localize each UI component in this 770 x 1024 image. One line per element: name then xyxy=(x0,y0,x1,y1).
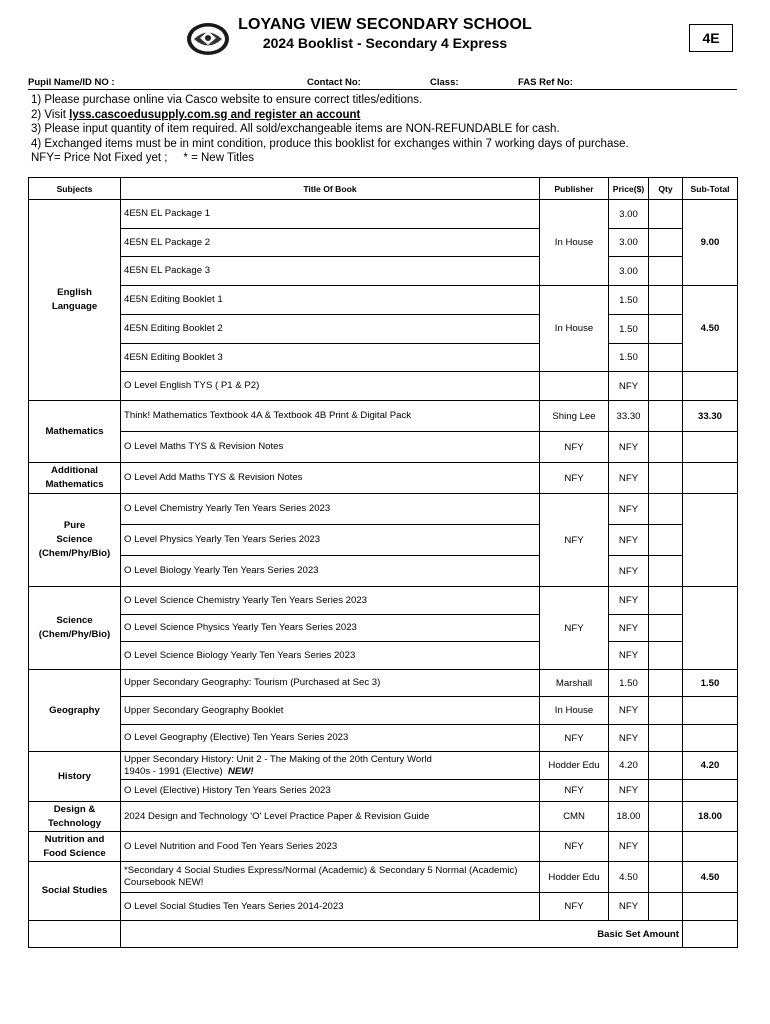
table-row xyxy=(29,832,738,862)
publisher-cell: NFY xyxy=(540,587,609,670)
table-header-row xyxy=(29,178,738,200)
book-title: 4E5N Editing Booklet 3 xyxy=(121,344,540,372)
qty-input[interactable] xyxy=(649,615,683,642)
qty-input[interactable] xyxy=(649,344,683,372)
table-row xyxy=(29,200,738,229)
price-cell: NFY xyxy=(609,432,649,463)
class-code-badge: 4E xyxy=(689,24,733,52)
table-row xyxy=(29,315,738,344)
qty-input[interactable] xyxy=(649,780,683,802)
table-row xyxy=(29,587,738,615)
qty-input[interactable] xyxy=(649,587,683,615)
instruction-3: 3) Please input quantity of item required. All sold/exchangeable items are NON-REFUNDABLE for cash. xyxy=(31,123,560,136)
publisher-cell: In House xyxy=(540,200,609,286)
subtotal-cell: 33.30 xyxy=(683,401,738,432)
subtotal-cell: 1.50 xyxy=(683,670,738,697)
qty-input[interactable] xyxy=(649,463,683,494)
book-title-text: 1940s - 1991 (Elective) xyxy=(124,765,223,777)
table-row xyxy=(29,432,738,463)
publisher-cell: Hodder Edu xyxy=(540,862,609,893)
table-row xyxy=(29,615,738,642)
table-row xyxy=(29,752,738,780)
table-row xyxy=(29,556,738,587)
publisher-cell: NFY xyxy=(540,832,609,862)
publisher-cell: CMN xyxy=(540,802,609,832)
book-title: O Level Science Biology Yearly Ten Years Series 2023 xyxy=(121,642,540,670)
table-row xyxy=(29,725,738,752)
book-title: O Level Geography (Elective) Ten Years Series 2023 xyxy=(121,725,540,752)
instructions xyxy=(31,93,751,166)
publisher-cell xyxy=(540,372,609,401)
book-title: O Level Biology Yearly Ten Years Series 2023 xyxy=(121,556,540,587)
publisher-cell: Marshall xyxy=(540,670,609,697)
price-cell: NFY xyxy=(609,697,649,725)
price-cell: 4.20 xyxy=(609,752,649,780)
price-cell: NFY xyxy=(609,725,649,752)
book-title: O Level English TYS ( P1 & P2) xyxy=(121,372,540,401)
qty-input[interactable] xyxy=(649,642,683,670)
table-row xyxy=(29,893,738,921)
school-name: LOYANG VIEW SECONDARY SCHOOL xyxy=(238,16,532,33)
price-cell: NFY xyxy=(609,372,649,401)
book-title: 4E5N EL Package 2 xyxy=(121,229,540,257)
subject-label: Pure Science (Chem/Phy/Bio) xyxy=(38,520,111,559)
publisher-cell: Shing Lee xyxy=(540,401,609,432)
qty-input[interactable] xyxy=(649,525,683,556)
qty-input[interactable] xyxy=(649,670,683,697)
publisher-cell: NFY xyxy=(540,893,609,921)
basic-set-label: Basic Set Amount xyxy=(121,921,683,948)
table-row xyxy=(29,286,738,315)
page-header xyxy=(0,0,770,76)
basic-set-row xyxy=(29,921,738,948)
table-row xyxy=(29,862,738,893)
qty-input[interactable] xyxy=(649,862,683,893)
book-title: 4E5N EL Package 3 xyxy=(121,257,540,286)
publisher-cell: In House xyxy=(540,286,609,372)
instruction-legend: NFY= Price Not Fixed yet ; * = New Titles xyxy=(31,152,255,165)
price-cell: NFY xyxy=(609,587,649,615)
book-title: O Level Physics Yearly Ten Years Series 2023 xyxy=(121,525,540,556)
book-title: 4E5N Editing Booklet 1 xyxy=(121,286,540,315)
publisher-cell: Hodder Edu xyxy=(540,752,609,780)
qty-input[interactable] xyxy=(649,725,683,752)
table-row xyxy=(29,525,738,556)
price-cell: 33.30 xyxy=(609,401,649,432)
qty-input[interactable] xyxy=(649,832,683,862)
casco-link[interactable]: lyss.cascoedusupply.com.sg and register an account xyxy=(69,108,361,121)
book-title: O Level (Elective) History Ten Years Series 2023 xyxy=(121,780,540,802)
table-row xyxy=(29,372,738,401)
book-title: Think! Mathematics Textbook 4A & Textbook 4B Print & Digital Pack xyxy=(121,401,540,432)
subtotal-cell xyxy=(683,432,738,463)
price-cell: 18.00 xyxy=(609,802,649,832)
book-title: O Level Science Physics Yearly Ten Years Series 2023 xyxy=(121,615,540,642)
book-title: O Level Science Chemistry Yearly Ten Years Series 2023 xyxy=(121,587,540,615)
subject-science xyxy=(29,587,121,670)
book-title: O Level Social Studies Ten Years Series 2014-2023 xyxy=(121,893,540,921)
price-cell: NFY xyxy=(609,494,649,525)
empty-subject-cell xyxy=(29,921,121,948)
subtotal-cell xyxy=(683,780,738,802)
qty-input[interactable] xyxy=(649,401,683,432)
price-cell: 1.50 xyxy=(609,286,649,315)
subject-label: English Language xyxy=(51,287,98,312)
col-publisher: Publisher xyxy=(540,178,609,200)
book-title-line: Upper Secondary History: Unit 2 - The Making of the 20th Century World xyxy=(124,753,432,765)
price-cell: 3.00 xyxy=(609,229,649,257)
subtotal-cell xyxy=(683,587,738,670)
qty-input[interactable] xyxy=(649,229,683,257)
book-title: 4E5N Editing Booklet 2 xyxy=(121,315,540,344)
instruction-1: 1) Please purchase online via Casco website to ensure correct titles/editions. xyxy=(31,94,423,106)
publisher-cell: NFY xyxy=(540,432,609,463)
subject-pure-science xyxy=(29,494,121,587)
publisher-cell: In House xyxy=(540,697,609,725)
price-cell: NFY xyxy=(609,525,649,556)
qty-input[interactable] xyxy=(649,893,683,921)
basic-set-total[interactable] xyxy=(683,921,738,948)
table-row xyxy=(29,257,738,286)
price-cell: NFY xyxy=(609,780,649,802)
contact-label: Contact No: xyxy=(307,77,361,88)
book-title: 4E5N EL Package 1 xyxy=(121,200,540,229)
col-subjects: Subjects xyxy=(29,178,121,200)
col-price: Price($) xyxy=(609,178,649,200)
price-cell: 1.50 xyxy=(609,315,649,344)
subtotal-cell: 4.50 xyxy=(683,862,738,893)
col-title: Title Of Book xyxy=(121,178,540,200)
book-title: 2024 Design and Technology 'O' Level Practice Paper & Revision Guide xyxy=(121,802,540,832)
book-title: Upper Secondary Geography Booklet xyxy=(121,697,540,725)
subtotal-cell xyxy=(683,372,738,401)
publisher-cell: NFY xyxy=(540,463,609,494)
subject-label: Additional Mathematics xyxy=(45,465,104,490)
table-row xyxy=(29,780,738,802)
price-cell: 3.00 xyxy=(609,257,649,286)
pupil-name-label: Pupil Name/ID NO : xyxy=(28,77,115,88)
instruction-2 xyxy=(31,108,751,123)
table-row xyxy=(29,344,738,372)
table-row xyxy=(29,802,738,832)
new-title-badge: NEW! xyxy=(228,765,254,777)
table-row xyxy=(29,463,738,494)
book-title-line xyxy=(124,766,536,778)
qty-input[interactable] xyxy=(649,802,683,832)
col-qty: Qty xyxy=(649,178,683,200)
qty-input[interactable] xyxy=(649,200,683,229)
subject-label: Nutrition and Food Science xyxy=(43,833,106,859)
subtotal-cell xyxy=(683,697,738,725)
subtotal-cell xyxy=(683,463,738,494)
subtotal-cell: 9.00 xyxy=(683,200,738,286)
subject-geography: Geography xyxy=(29,670,121,752)
qty-input[interactable] xyxy=(649,372,683,401)
table-row xyxy=(29,401,738,432)
price-cell: NFY xyxy=(609,615,649,642)
subject-design-technology xyxy=(29,802,121,832)
price-cell: 1.50 xyxy=(609,344,649,372)
instruction-4: 4) Exchanged items must be in mint condition, produce this booklist for exchanges within 7 working days of purchase. xyxy=(31,137,629,150)
book-title: O Level Chemistry Yearly Ten Years Series 2023 xyxy=(121,494,540,525)
book-title: O Level Nutrition and Food Ten Years Series 2023 xyxy=(121,832,540,862)
qty-input[interactable] xyxy=(649,697,683,725)
book-title: Upper Secondary Geography: Tourism (Purchased at Sec 3) xyxy=(121,670,540,697)
table-row xyxy=(29,229,738,257)
price-cell: 4.50 xyxy=(609,862,649,893)
price-cell: NFY xyxy=(609,832,649,862)
fas-ref-label: FAS Ref No: xyxy=(518,77,573,88)
subject-nutrition-food-science xyxy=(29,832,121,862)
qty-input[interactable] xyxy=(649,315,683,344)
table-row xyxy=(29,642,738,670)
subject-english xyxy=(29,200,121,401)
subject-additional-mathematics xyxy=(29,463,121,494)
price-cell: NFY xyxy=(609,642,649,670)
subtotal-cell: 4.50 xyxy=(683,286,738,372)
table-row xyxy=(29,670,738,697)
price-cell: NFY xyxy=(609,556,649,587)
price-cell: 3.00 xyxy=(609,200,649,229)
publisher-cell: NFY xyxy=(540,780,609,802)
booklist-subtitle: 2024 Booklist - Secondary 4 Express xyxy=(262,35,508,51)
subject-mathematics: Mathematics xyxy=(29,401,121,463)
subtotal-cell: 4.20 xyxy=(683,752,738,780)
table-row xyxy=(29,494,738,525)
pupil-info-fields xyxy=(28,76,737,90)
subtotal-cell xyxy=(683,893,738,921)
book-title: O Level Maths TYS & Revision Notes xyxy=(121,432,540,463)
table-row xyxy=(29,697,738,725)
price-cell: NFY xyxy=(609,893,649,921)
qty-input[interactable] xyxy=(649,494,683,525)
class-label: Class: xyxy=(430,77,459,88)
subtotal-cell: 18.00 xyxy=(683,802,738,832)
price-cell: 1.50 xyxy=(609,670,649,697)
book-title xyxy=(121,752,540,780)
qty-input[interactable] xyxy=(649,752,683,780)
booklist-table xyxy=(28,177,738,948)
col-subtotal: Sub-Total xyxy=(683,178,738,200)
publisher-cell: NFY xyxy=(540,494,609,587)
book-title: O Level Add Maths TYS & Revision Notes xyxy=(121,463,540,494)
book-title: *Secondary 4 Social Studies Express/Normal (Academic) & Secondary 5 Normal (Academic) Coursebook NEW! xyxy=(121,862,540,893)
publisher-cell: NFY xyxy=(540,725,609,752)
subject-social-studies: Social Studies xyxy=(29,862,121,921)
subtotal-cell xyxy=(683,494,738,587)
subtotal-cell xyxy=(683,832,738,862)
subject-label: Design & Technology xyxy=(47,803,102,829)
subject-label: Science (Chem/Phy/Bio) xyxy=(38,615,111,640)
price-cell: NFY xyxy=(609,463,649,494)
subject-history: History xyxy=(29,752,121,802)
qty-input[interactable] xyxy=(649,432,683,463)
instruction-2-prefix: 2) Visit xyxy=(31,108,70,121)
qty-input[interactable] xyxy=(649,286,683,315)
qty-input[interactable] xyxy=(649,257,683,286)
subtotal-cell xyxy=(683,725,738,752)
qty-input[interactable] xyxy=(649,556,683,587)
